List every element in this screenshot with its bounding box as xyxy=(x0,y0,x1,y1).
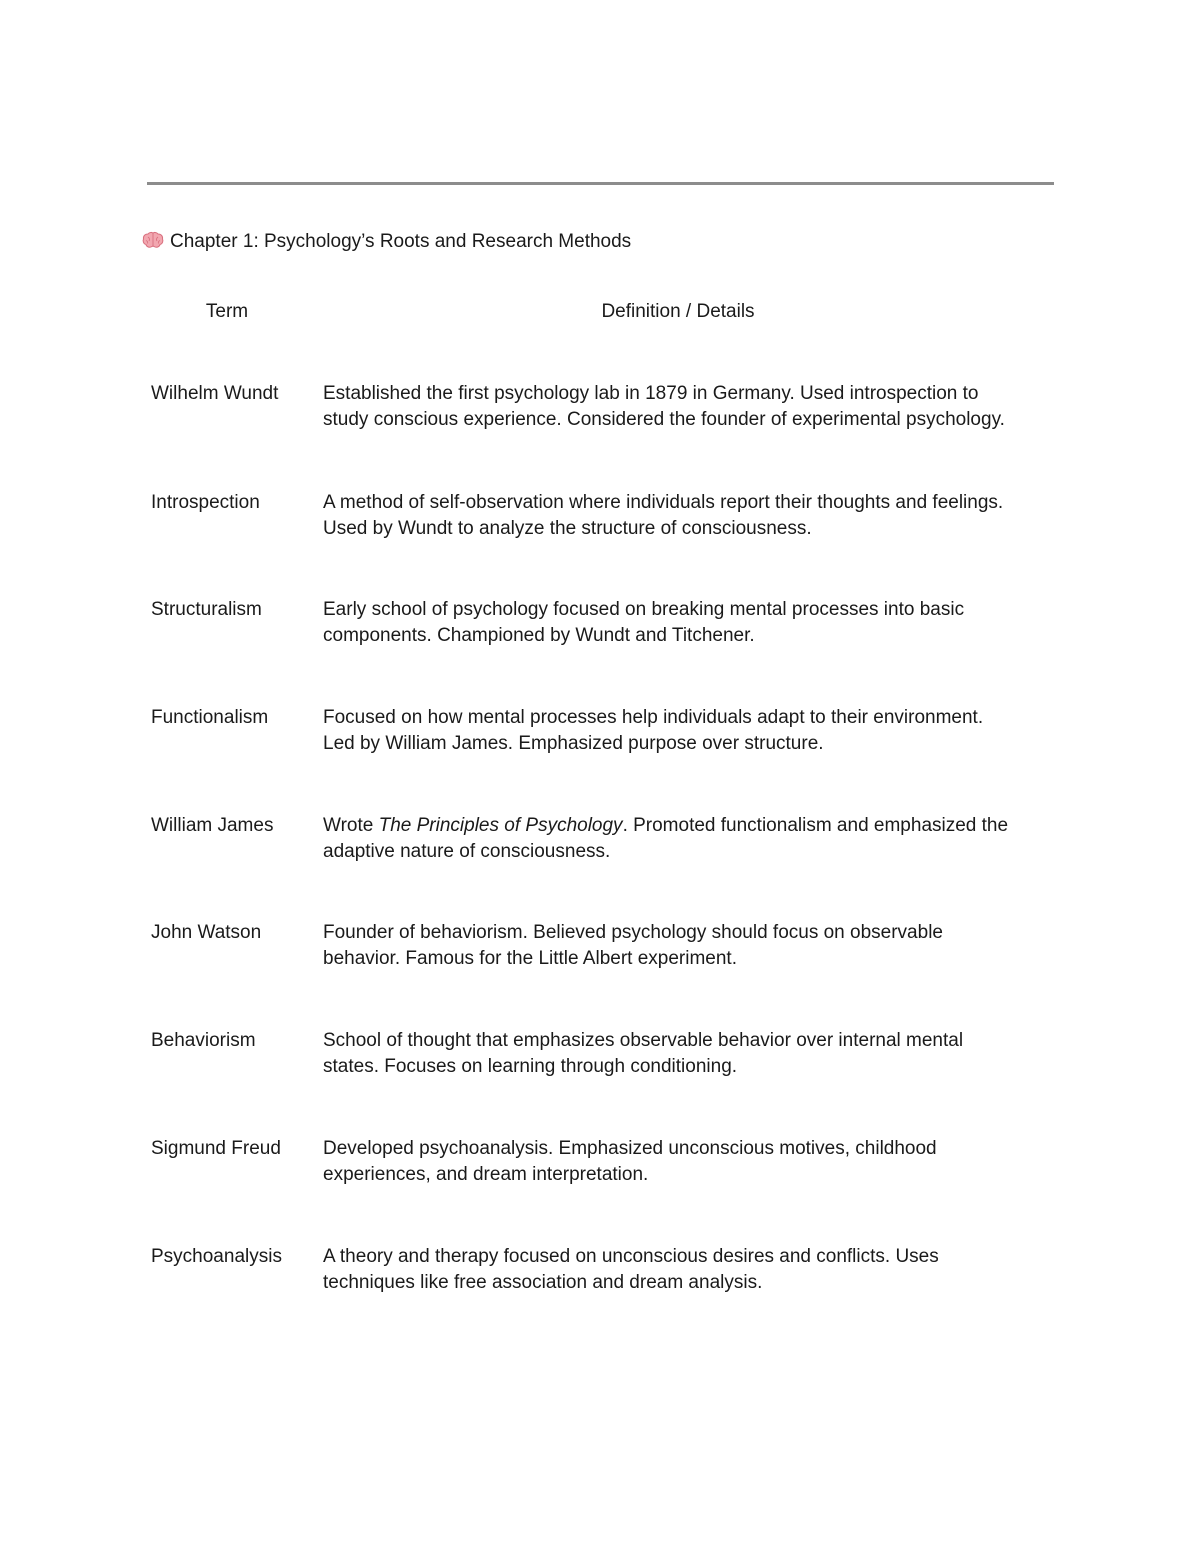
definition-line: experiences, and dream interpretation. xyxy=(323,1164,649,1185)
definition-line: behavior. Famous for the Little Albert experiment. xyxy=(323,948,737,969)
definition-line: Founder of behaviorism. Believed psychology should focus on observable xyxy=(323,922,943,943)
chapter-heading xyxy=(142,229,631,255)
definition-line: techniques like free association and dream analysis. xyxy=(323,1272,763,1293)
definition-text: Wrote xyxy=(323,815,379,836)
definition-text: . Promoted functionalism and emphasized the xyxy=(622,815,1009,836)
term-cell: Functionalism xyxy=(151,707,269,728)
column-header-definition: Definition / Details xyxy=(601,301,755,322)
definition-line: Focused on how mental processes help individuals adapt to their environment. xyxy=(323,707,984,728)
definition-line: School of thought that emphasizes observable behavior over internal mental xyxy=(323,1030,964,1051)
definition-cell xyxy=(323,920,1043,972)
brain-icon xyxy=(142,231,164,249)
definition-line: study conscious experience. Considered the founder of experimental psychology. xyxy=(323,409,1005,430)
definition-cell xyxy=(323,705,1043,757)
term-cell: Structuralism xyxy=(151,599,262,620)
definition-cell xyxy=(323,813,1043,865)
definition-line: components. Championed by Wundt and Titchener. xyxy=(323,625,755,646)
term-cell: Sigmund Freud xyxy=(151,1138,281,1159)
definition-line xyxy=(323,813,1043,839)
definition-cell xyxy=(323,490,1043,542)
book-title: The Principles of Psychology xyxy=(378,815,623,836)
definition-line: A method of self-observation where individuals report their thoughts and feelings. xyxy=(323,492,1004,513)
definition-line: Established the first psychology lab in 1879 in Germany. Used introspection to xyxy=(323,383,979,404)
definition-cell xyxy=(323,1244,1043,1296)
definition-cell xyxy=(323,381,1043,433)
definition-line: Used by Wundt to analyze the structure of consciousness. xyxy=(323,518,812,539)
term-cell: Wilhelm Wundt xyxy=(151,383,279,404)
term-cell: Behaviorism xyxy=(151,1030,256,1051)
term-cell: John Watson xyxy=(151,922,262,943)
term-cell: Introspection xyxy=(151,492,260,513)
definition-line: Led by William James. Emphasized purpose over structure. xyxy=(323,733,824,754)
definition-cell xyxy=(323,597,1043,649)
term-cell: Psychoanalysis xyxy=(151,1246,282,1267)
column-header-term: Term xyxy=(205,301,249,322)
definition-line: states. Focuses on learning through conditioning. xyxy=(323,1056,738,1077)
horizontal-rule xyxy=(147,182,1054,185)
definition-line: adaptive nature of consciousness. xyxy=(323,841,611,862)
definition-line: A theory and therapy focused on unconscious desires and conflicts. Uses xyxy=(323,1246,939,1267)
definition-line: Early school of psychology focused on breaking mental processes into basic xyxy=(323,599,965,620)
chapter-title: Chapter 1: Psychology’s Roots and Research Methods xyxy=(170,231,632,252)
definition-cell xyxy=(323,1028,1043,1080)
definition-cell xyxy=(323,1136,1043,1188)
term-cell: William James xyxy=(151,815,274,836)
definition-line: Developed psychoanalysis. Emphasized unconscious motives, childhood xyxy=(323,1138,937,1159)
